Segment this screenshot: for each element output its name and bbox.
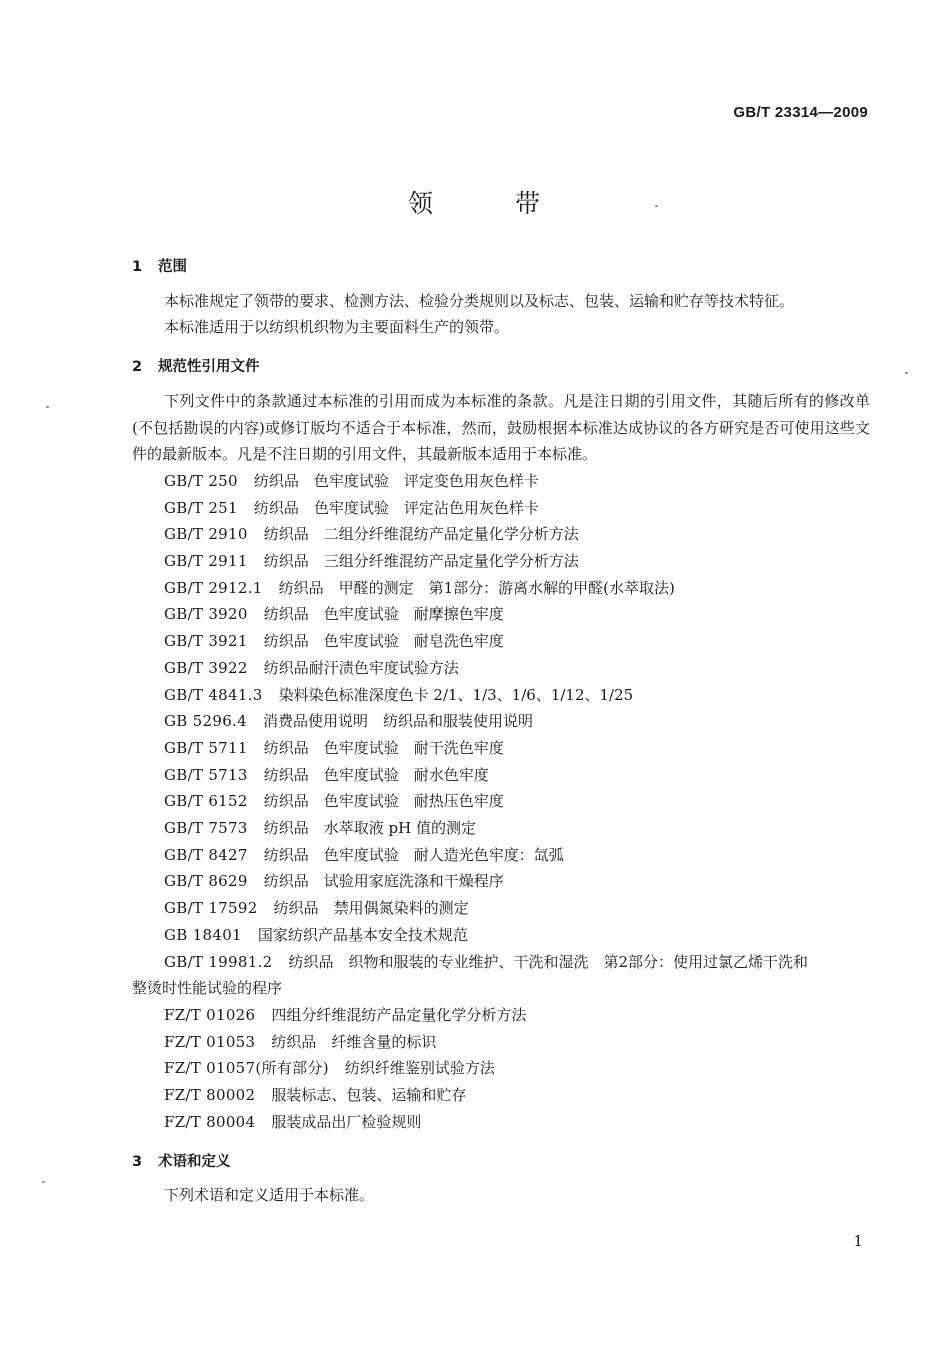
reference-title: 纺织纤维鉴别试验方法 — [344, 1059, 495, 1078]
reference-code: GB/T 4841.3 — [164, 685, 263, 704]
reference-item — [132, 548, 870, 575]
reference-item — [132, 708, 870, 735]
reference-code: GB/T 2911 — [164, 552, 248, 571]
reference-item — [132, 575, 870, 602]
section-heading-terms-definitions — [132, 1149, 870, 1176]
scan-speck — [905, 372, 908, 374]
reference-code: GB/T 19981.2 — [164, 952, 273, 971]
reference-item — [132, 1109, 870, 1136]
section-heading-normative-references — [132, 354, 870, 381]
reference-code: GB 5296.4 — [164, 712, 247, 731]
reference-item — [132, 1029, 870, 1056]
reference-item — [132, 842, 870, 869]
reference-code: GB/T 7573 — [164, 819, 248, 838]
reference-item — [132, 521, 870, 548]
reference-item — [132, 762, 870, 789]
reference-item — [132, 601, 870, 628]
reference-item — [132, 1002, 870, 1029]
reference-item — [132, 1082, 870, 1109]
reference-code: GB/T 8629 — [164, 872, 248, 891]
scan-speck — [42, 1181, 45, 1183]
scan-speck — [46, 406, 49, 408]
scan-speck — [655, 205, 658, 207]
reference-title: 纺织品 色牢度试验 耐摩擦色牢度 — [263, 605, 504, 624]
reference-title: 消费品使用说明 纺织品和服装使用说明 — [262, 712, 533, 731]
reference-item — [132, 788, 870, 815]
reference-title: 纺织品耐汗渍色牢度试验方法 — [263, 658, 459, 677]
section-number: 2 — [132, 359, 143, 376]
reference-title: 纺织品 色牢度试验 耐干洗色牢度 — [263, 738, 504, 757]
reference-title: 四组分纤维混纺产品定量化学分析方法 — [271, 1005, 527, 1024]
title-char-1: 领 — [407, 189, 435, 218]
reference-item — [132, 815, 870, 842]
reference-item — [132, 895, 870, 922]
document-body — [132, 254, 870, 1209]
paragraph-intro: 下列文件中的条款通过本标准的引用而成为本标准的条款。凡是注日期的引用文件，其随后所有的修改单(不包括勘误的内容)或修订版均不适合于本标准，然而，鼓励根据本标准达成协议的各方研究是否可使用这些文件的最新版本。凡是不注日期的引用文件，其最新版本适用于本标准。 — [132, 391, 870, 464]
reference-title: 纺织品 试验用家庭洗涤和干燥程序 — [263, 872, 504, 891]
reference-code: GB/T 251 — [164, 498, 238, 517]
reference-title: 纺织品 二组分纤维混纺产品定量化学分析方法 — [263, 525, 579, 544]
reference-code: FZ/T 01053 — [164, 1032, 256, 1051]
paragraph: 本标准适用于以纺织机织物为主要面料生产的领带。 — [164, 318, 510, 337]
reference-list — [132, 468, 870, 1136]
reference-item — [132, 495, 870, 522]
reference-title: 纺织品 色牢度试验 耐人造光色牢度：氙弧 — [263, 845, 564, 864]
reference-title: 纺织品 三组分纤维混纺产品定量化学分析方法 — [263, 552, 579, 571]
section-heading-scope — [132, 254, 870, 281]
reference-code: GB/T 8427 — [164, 845, 248, 864]
reference-code: GB/T 2912.1 — [164, 578, 263, 597]
reference-title: 染料染色标准深度色卡 2/1、1/3、1/6、1/12、1/25 — [278, 685, 634, 704]
title-char-2: 带 — [515, 189, 543, 218]
reference-code: GB/T 6152 — [164, 792, 248, 811]
reference-title: 纺织品 色牢度试验 耐皂洗色牢度 — [263, 632, 504, 651]
reference-item — [132, 949, 870, 1002]
section-number: 3 — [132, 1153, 143, 1170]
section-title: 范围 — [158, 259, 187, 275]
reference-code: FZ/T 80004 — [164, 1112, 256, 1131]
paragraph: 本标准规定了领带的要求、检测方法、检验分类规则以及标志、包装、运输和贮存等技术特征。 — [164, 291, 795, 310]
reference-item — [132, 468, 870, 495]
reference-item — [132, 655, 870, 682]
reference-item — [132, 735, 870, 762]
reference-item — [132, 868, 870, 895]
reference-title: 国家纺织产品基本安全技术规范 — [257, 925, 468, 944]
reference-code: GB/T 5713 — [164, 765, 248, 784]
reference-item — [132, 628, 870, 655]
reference-code: GB/T 5711 — [164, 738, 248, 757]
reference-title-continuation: 整烫时性能试验的程序 — [132, 979, 283, 998]
reference-title: 纺织品 色牢度试验 耐热压色牢度 — [263, 792, 504, 811]
reference-item — [132, 682, 870, 709]
section-title: 规范性引用文件 — [158, 359, 260, 376]
paragraph: 下列术语和定义适用于本标准。 — [164, 1186, 375, 1205]
reference-code: GB/T 2910 — [164, 525, 248, 544]
reference-title: 纺织品 色牢度试验 评定变色用灰色样卡 — [253, 471, 539, 490]
reference-title: 纺织品 色牢度试验 耐水色牢度 — [263, 765, 489, 784]
reference-title: 纺织品 水萃取液 pH 值的测定 — [263, 819, 476, 838]
reference-code: FZ/T 80002 — [164, 1086, 256, 1105]
reference-code: FZ/T 01026 — [164, 1005, 256, 1024]
reference-title: 纺织品 织物和服装的专业维护、干洗和湿洗 第2部分：使用过氯乙烯干洗和 — [288, 952, 809, 971]
document-title — [0, 184, 950, 220]
reference-code: GB/T 3922 — [164, 658, 248, 677]
reference-code: GB/T 3921 — [164, 632, 248, 651]
section-number: 1 — [132, 259, 143, 275]
reference-code: GB 18401 — [164, 925, 242, 944]
reference-item — [132, 1055, 870, 1082]
reference-code: FZ/T 01057(所有部分) — [164, 1059, 329, 1078]
reference-title: 纺织品 色牢度试验 评定沾色用灰色样卡 — [253, 498, 539, 517]
reference-item — [132, 922, 870, 949]
section-title: 术语和定义 — [158, 1153, 231, 1170]
page-number: 1 — [853, 1232, 863, 1250]
reference-title: 纺织品 纤维含量的标识 — [271, 1032, 437, 1051]
reference-title: 服装成品出厂检验规则 — [271, 1112, 422, 1131]
reference-code: GB/T 3920 — [164, 605, 248, 624]
reference-title: 纺织品 甲醛的测定 第1部分：游离水解的甲醛(水萃取法) — [278, 578, 675, 597]
reference-title: 服装标志、包装、运输和贮存 — [271, 1086, 467, 1105]
reference-title: 纺织品 禁用偶氮染料的测定 — [273, 899, 469, 918]
standard-number: GB/T 23314—2009 — [733, 104, 868, 121]
reference-code: GB/T 250 — [164, 471, 238, 490]
reference-code: GB/T 17592 — [164, 899, 258, 918]
